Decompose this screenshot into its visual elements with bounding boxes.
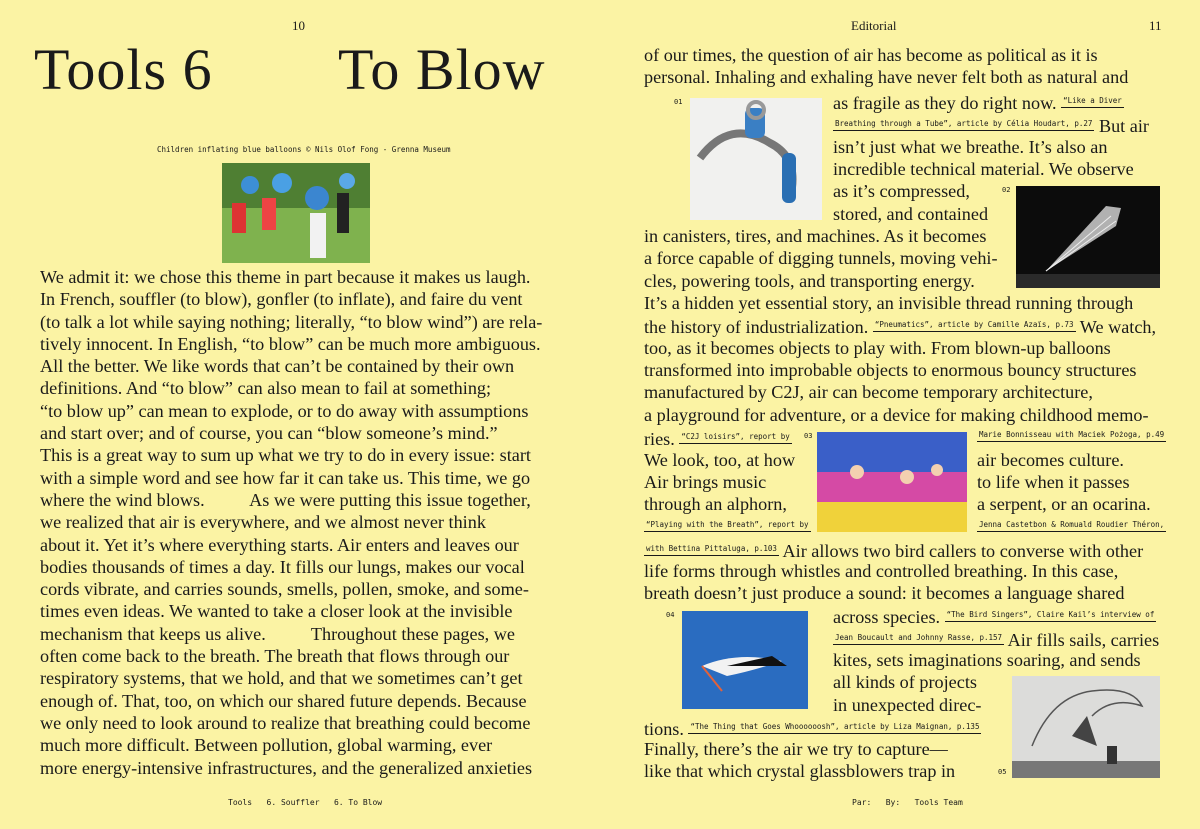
body-line: we only need to look around to realize that breathing could become: [40, 712, 531, 733]
body-line: [977, 428, 1166, 447]
body-line: all kinds of projects: [833, 672, 977, 692]
body-line: respiratory systems, that we hold, and that we sometimes can’t get: [40, 668, 523, 689]
body-line: personal. Inhaling and exhaling have never felt both as natural and: [644, 67, 1129, 87]
body-line: mechanism that keeps us alive. Throughout these pages, we: [40, 623, 515, 644]
body-line: “to blow up” can mean to explode, or to do away with assumptions: [40, 400, 529, 421]
body-line: where the wind blows. As we were putting this issue together,: [40, 489, 531, 510]
body-line: often come back to the breath. The breath that flows through our: [40, 646, 510, 667]
kites-photo: [1012, 676, 1160, 778]
cross-reference: “Pneumatics”, article by Camille Azaïs, p.73: [873, 320, 1076, 332]
body-line: [644, 314, 1156, 338]
body-line: too, as it becomes objects to play with. From blown-up balloons: [644, 338, 1111, 358]
body-line: Air brings music: [644, 472, 767, 492]
body-line: In French, souffler (to blow), gonfler (to inflate), and faire du vent: [40, 289, 523, 310]
cross-reference: Breathing through a Tube”, article by Célia Houdart, p.27: [833, 119, 1094, 131]
body-line: in canisters, tires, and machines. As it becomes: [644, 226, 987, 246]
body-line: cles, powering tools, and transporting energy.: [644, 271, 975, 291]
body-line: [644, 426, 792, 450]
body-line: enough of. That, too, on which our shared future depends. Because: [40, 690, 527, 711]
body-text: tions.: [644, 719, 684, 739]
cross-reference: Jean Boucault and Johnny Rasse, p.157: [833, 633, 1004, 645]
cross-reference: Marie Bonnisseau with Maciek Pożoga, p.49: [977, 430, 1166, 442]
body-line: bodies thousands of times a day. It fills our lungs, makes our vocal: [40, 556, 525, 577]
body-line: [833, 604, 1156, 628]
body-line: a serpent, or an ocarina.: [977, 494, 1151, 514]
body-line: [833, 627, 1159, 651]
body-line: tively innocent. In English, “to blow” can be much more ambiguous.: [40, 333, 541, 354]
bouncy-castle-photo: [817, 432, 967, 532]
body-line: definitions. And “to blow” can also mean to fail at something;: [40, 378, 492, 399]
body-line: with a simple word and see how far it can take us. This time, we go: [40, 467, 531, 488]
body-line: manufactured by C2J, air can become temporary architecture,: [644, 382, 1093, 402]
body-line: life forms through whistles and controlled breathing. In this case,: [644, 561, 1119, 581]
body-line: It’s a hidden yet essential story, an invisible thread running through: [644, 293, 1134, 313]
body-line: much more difficult. Between pollution, global warming, ever: [40, 735, 493, 756]
body-line: We look, too, at how: [644, 450, 796, 470]
body-line: [644, 716, 981, 740]
children-balloons-photo: [222, 163, 370, 263]
stork-photo: [682, 611, 808, 709]
body-text: the history of industrialization.: [644, 317, 869, 337]
body-line: All the better. We like words that can’t be contained by their own: [40, 356, 515, 377]
body-text: But air: [1098, 116, 1149, 136]
cross-reference: “Like a Diver: [1061, 96, 1124, 108]
body-text: across species.: [833, 607, 941, 627]
body-line: stored, and contained: [833, 204, 989, 224]
body-text: as fragile as they do right now.: [833, 93, 1057, 113]
cross-reference: Jenna Castetbon & Romuald Roudier Théron,: [977, 520, 1166, 532]
body-line: a force capable of digging tunnels, moving vehi-: [644, 248, 998, 268]
body-line: incredible technical material. We observe: [833, 159, 1134, 179]
body-text: We watch,: [1079, 317, 1157, 337]
body-line: and start over; and of course, you can “blow someone’s mind.”: [40, 423, 498, 444]
body-line: [977, 518, 1166, 537]
body-line: air becomes culture.: [977, 450, 1124, 470]
image-number: 01: [674, 98, 683, 106]
body-line: of our times, the question of air has become as political as it is: [644, 45, 1098, 65]
footer-right: Par: By: Tools Team: [852, 798, 963, 807]
body-line: [833, 90, 1124, 114]
body-line: We admit it: we chose this theme in part because it makes us laugh.: [40, 267, 531, 287]
body-line: cords vibrate, and carries sounds, smells, pollen, smoke, and some-: [40, 579, 529, 600]
issue-title-right: To Blow: [338, 37, 546, 102]
body-line: transformed into improbable objects to enormous bouncy structures: [644, 360, 1137, 380]
page-number-left: 10: [292, 18, 305, 33]
cross-reference: “C2J loisirs”, report by: [679, 432, 791, 444]
body-line: to life when it passes: [977, 472, 1130, 492]
body-line: [644, 538, 1143, 562]
body-line: (to talk a lot while saying nothing; literally, “to blow wind”) are rela-: [40, 311, 543, 332]
photo-caption: Children inflating blue balloons © Nils Olof Fong - Grenna Museum: [157, 145, 451, 154]
body-line: through an alphorn,: [644, 494, 787, 514]
body-line: in unexpected direc-: [833, 695, 982, 715]
editorial-body-left: [40, 266, 555, 779]
diving-regulator-photo: [690, 98, 822, 220]
image-number: 05: [998, 768, 1007, 776]
body-text: Air allows two bird callers to converse with other: [782, 541, 1144, 561]
body-text: ries.: [644, 429, 675, 449]
body-line: [833, 113, 1149, 137]
image-number: 03: [804, 432, 813, 440]
body-line: isn’t just what we breathe. It’s also an: [833, 137, 1108, 157]
cross-reference: “The Thing that Goes Whoooooosh”, article by Liza Maignan, p.135: [688, 722, 981, 734]
cross-reference: with Bettina Pittaluga, p.103: [644, 544, 779, 556]
body-line: as it’s compressed,: [833, 181, 970, 201]
body-line: about it. Yet it’s where everything starts. Air enters and leaves our: [40, 534, 519, 555]
body-line: a playground for adventure, or a device for making childhood memo-: [644, 405, 1149, 425]
body-text: Air fills sails, carries: [1007, 630, 1160, 650]
body-line: times even ideas. We wanted to take a closer look at the invisible: [40, 601, 513, 622]
cross-reference: “Playing with the Breath”, report by: [644, 520, 811, 532]
body-line: Finally, there’s the air we try to capture—: [644, 739, 948, 759]
footer-left: Tools 6. Souffler 6. To Blow: [228, 798, 383, 807]
body-line: This is a great way to sum up what we try to do in every issue: start: [40, 445, 531, 466]
body-line: we realized that air is everywhere, and we almost never think: [40, 512, 486, 533]
body-line: like that which crystal glassblowers trap in: [644, 761, 956, 781]
body-line: kites, sets imaginations soaring, and sends: [833, 650, 1141, 670]
image-number: 04: [666, 611, 675, 619]
body-line: breath doesn’t just produce a sound: it becomes a language shared: [644, 583, 1125, 603]
inflating-balloon-photo: [1016, 186, 1160, 288]
cross-reference: “The Bird Singers”, Claire Kail’s interview of: [945, 610, 1157, 622]
issue-title-left: Tools 6: [34, 37, 213, 102]
body-line: [644, 518, 811, 537]
section-label: Editorial: [851, 18, 897, 33]
page-number-right: 11: [1149, 18, 1162, 33]
image-number: 02: [1002, 186, 1011, 194]
body-line: more energy-intensive infrastructures, and the generalized anxieties: [40, 757, 533, 778]
